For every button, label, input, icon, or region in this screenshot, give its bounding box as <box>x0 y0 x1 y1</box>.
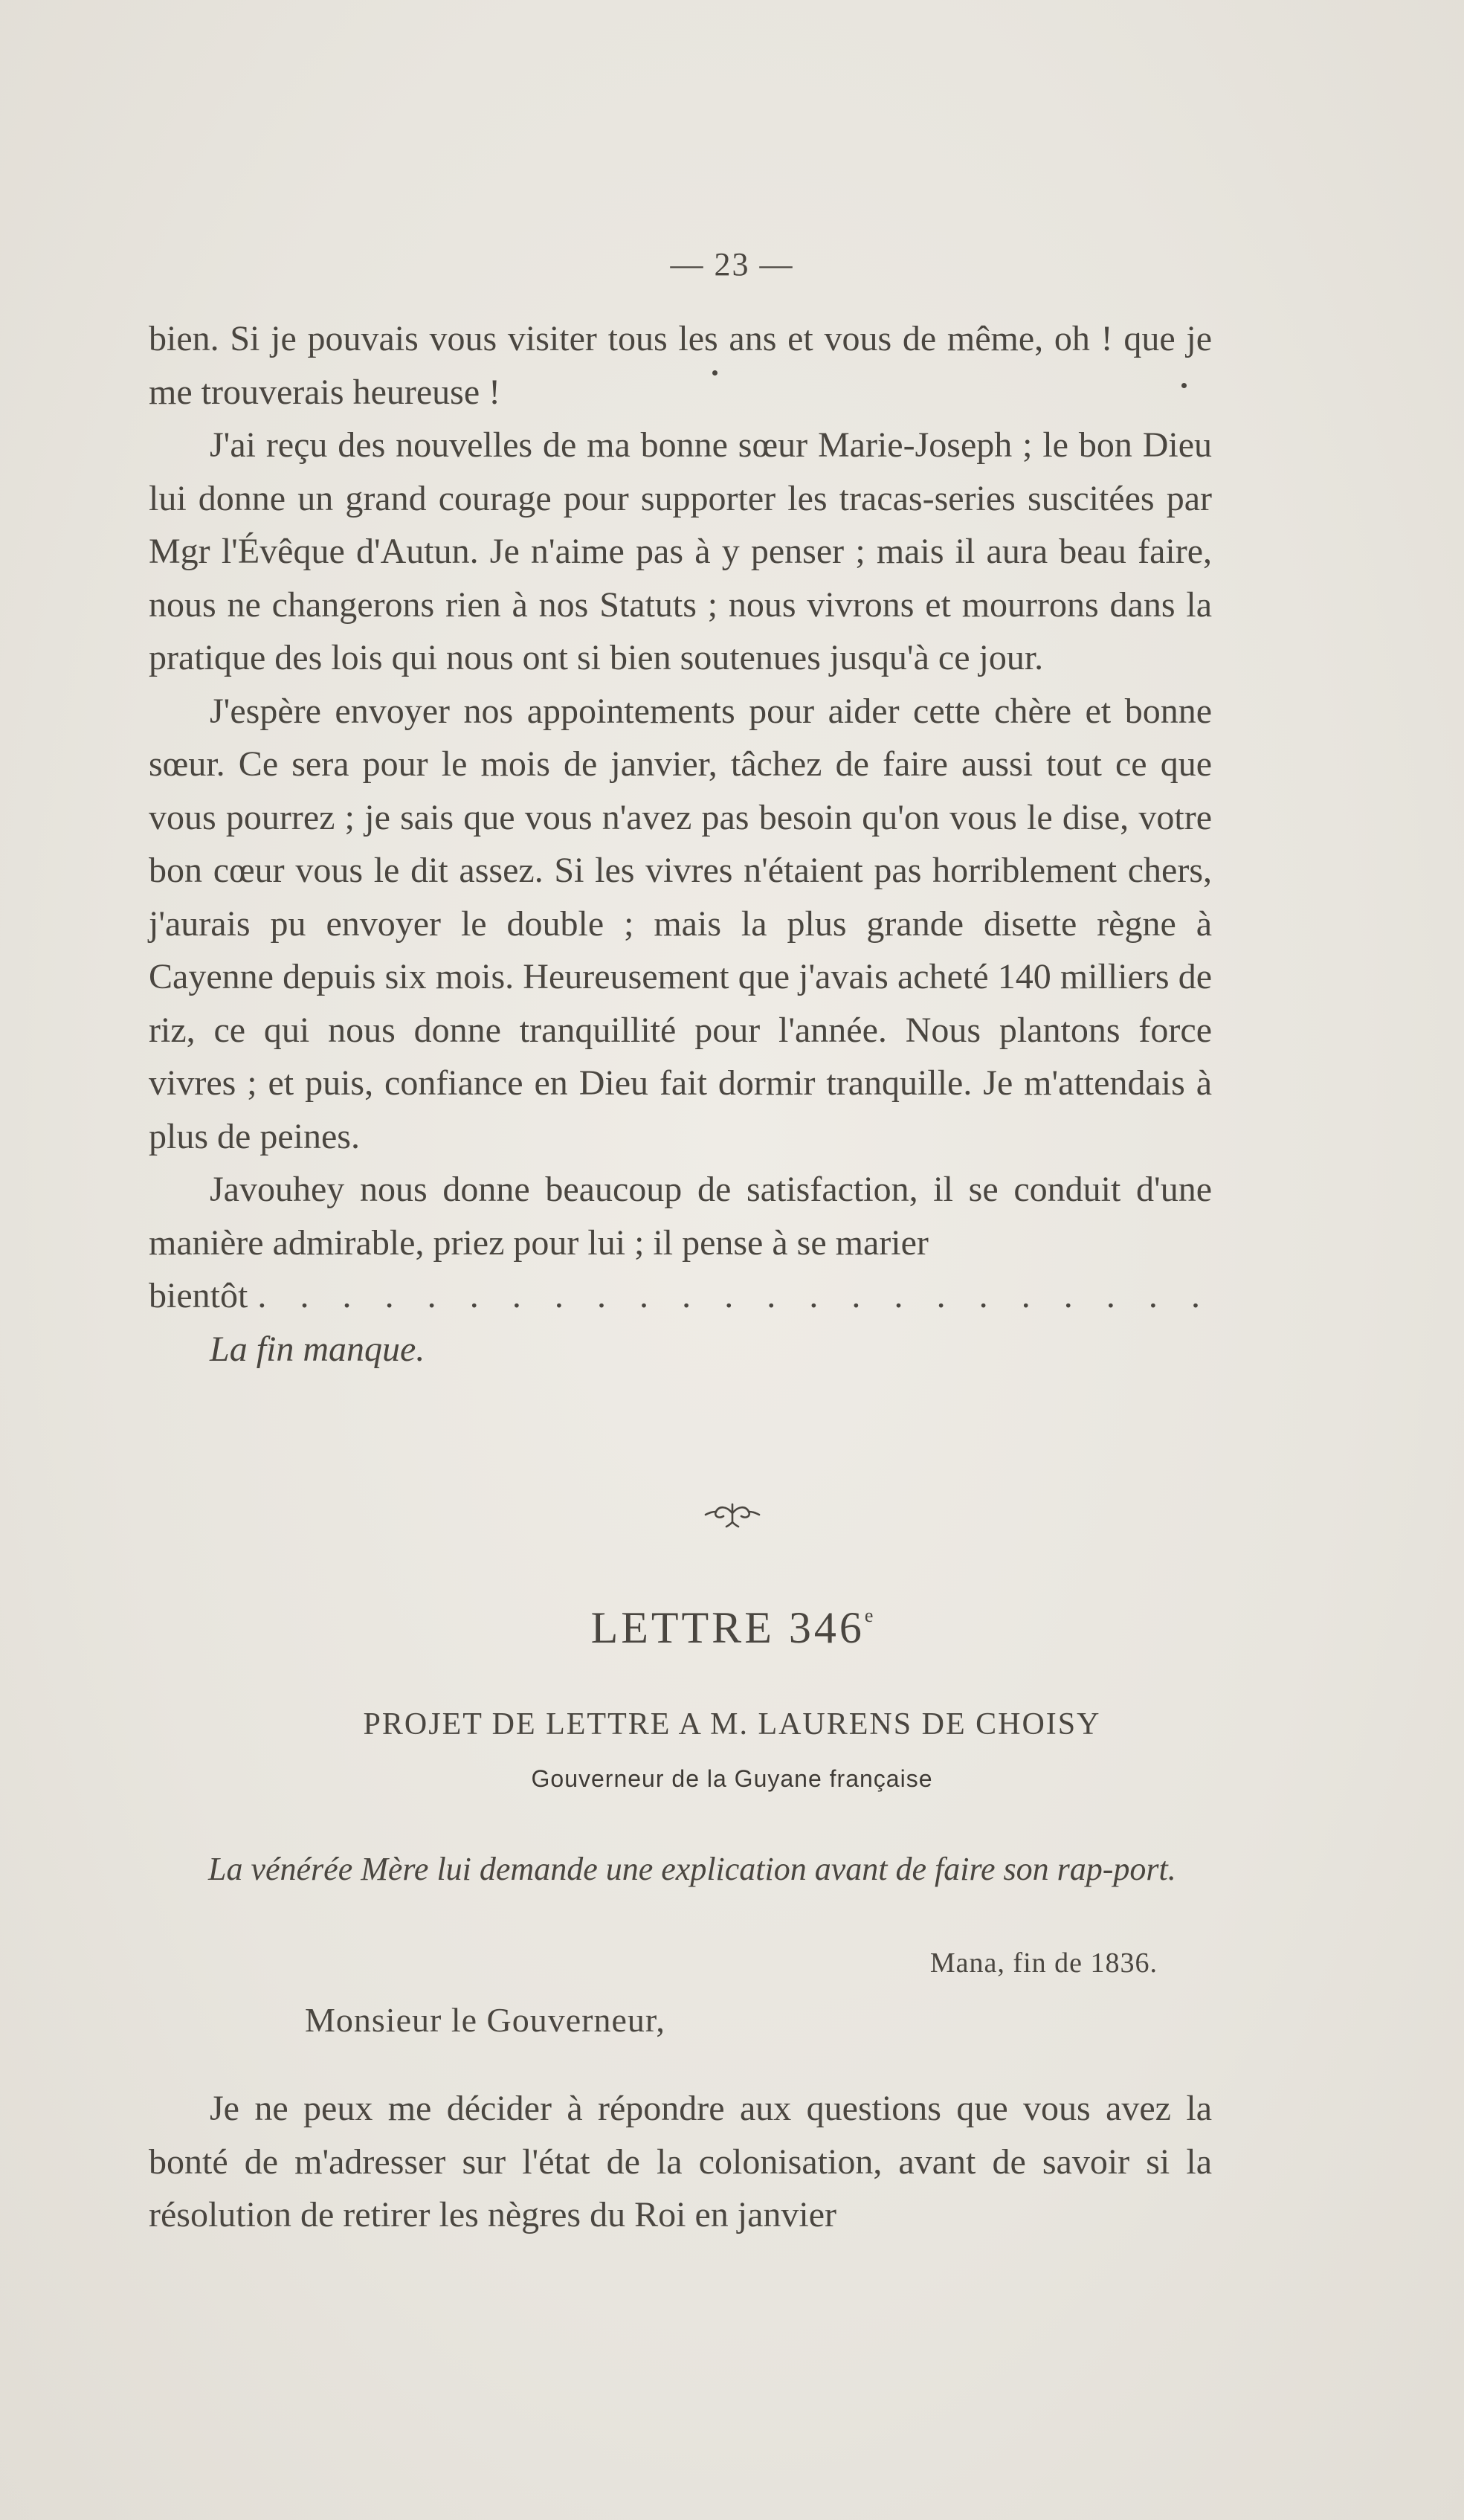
fleuron-ornament <box>0 1498 1464 1528</box>
letter-title-suffix: e <box>864 1605 874 1626</box>
paragraph-ellipsis-line <box>149 1269 1212 1323</box>
paragraph-javouhey: Javouhey nous donne beaucoup de satisfaction, il se conduit d'une manière admirable, priez pour lui ; il pense à se marier <box>149 1170 1212 1263</box>
ink-speck <box>1181 383 1187 388</box>
ellipsis-dots: . . . . . . . . . . . . . . . . . . . . . . . <box>257 1276 1213 1315</box>
letter-title-text: LETTRE 346 <box>590 1603 865 1652</box>
ink-speck <box>712 370 718 376</box>
letter-summary: La vénérée Mère lui demande une explication avant de faire son rap-port. <box>208 1851 1176 1887</box>
letter-paragraph: Je ne peux me décider à répondre aux questions que vous avez la bonté de m'adresser sur l'état de la colonisation, avant de savoir si la résolution de retirer les nègres du Roi en janvier <box>149 2089 1212 2234</box>
letter-body <box>149 2082 1212 2242</box>
fleuron-icon <box>703 1498 762 1528</box>
page-number: — 23 — <box>670 246 794 283</box>
body-text <box>149 312 1212 1376</box>
paragraph-appointments: J'espère envoyer nos appointements pour aider cette chère et bonne sœur. Ce sera pour le mois de janvier, tâchez de faire aussi tout ce que vous pourrez ; je sais que vous n'avez pas besoin qu'on vous le dise, votre bon cœur vous le dit assez. Si les vivres n'étaient pas horriblement chers, j'aurais pu envoyer le double ; mais la plus grande disette règne à Cayenne depuis six mois. Heureusement que j'avais acheté 140 milliers de riz, ce qui nous donne tranquillité pour l'année. Nous plantons force vivres ; et puis, confiance en Dieu fait dormir tranquille. Je m'attendais à plus de peines. <box>149 691 1212 1156</box>
recipient-role: Gouverneur de la Guyane française <box>531 1765 933 1792</box>
salutation: Monsieur le Gouverneur, <box>305 2001 665 2039</box>
letter-title <box>0 1602 1464 1654</box>
paragraph-continuation: bien. Si je pouvais vous visiter tous les ans et vous de même, oh ! que je me trouverais heureuse ! <box>149 319 1212 412</box>
paragraph-sister-news: J'ai reçu des nouvelles de ma bonne sœur Marie-Joseph ; le bon Dieu lui donne un grand courage pour supporter les tracas-series suscitées par Mgr l'Évêque d'Autun. Je n'aime pas à y penser ; mais il aura beau faire, nous ne changerons rien à nos Statuts ; nous vivrons et mourrons dans la pratique des lois qui nous ont si bien soutenues jusqu'à ce jour. <box>149 425 1212 677</box>
missing-ending-note: La fin manque. <box>210 1329 425 1369</box>
trailing-word: bientôt <box>149 1276 248 1315</box>
place-date: Mana, fin de 1836. <box>929 1947 1158 1979</box>
letter-subtitle: PROJET DE LETTRE A M. LAURENS DE CHOISY <box>363 1707 1101 1741</box>
